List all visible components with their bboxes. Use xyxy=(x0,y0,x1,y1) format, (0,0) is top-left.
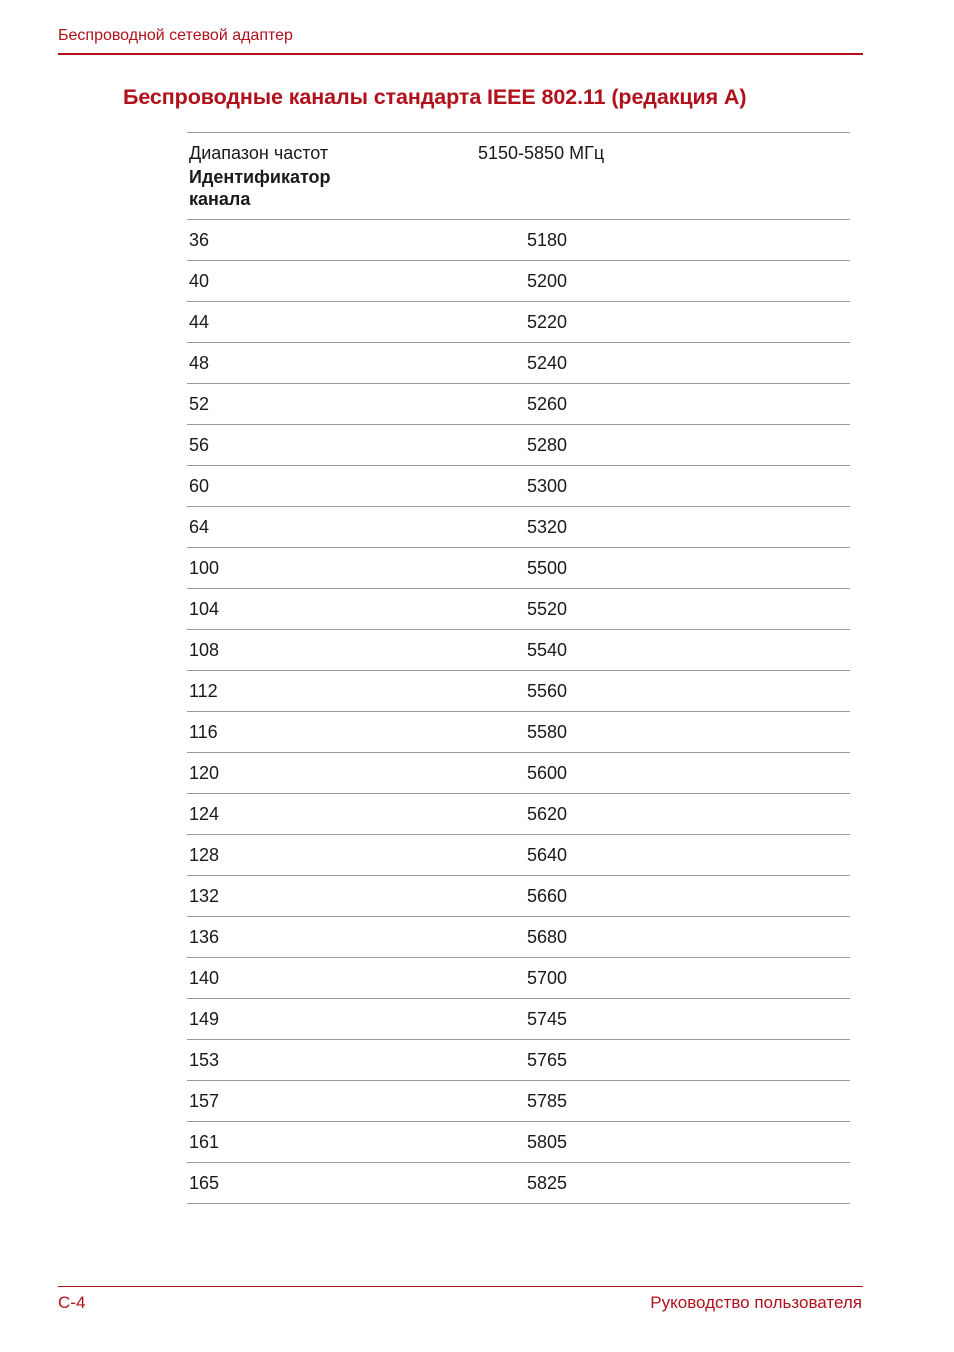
frequency-cell: 5240 xyxy=(527,353,568,373)
frequency-range-value: 5150-5850 МГц xyxy=(478,143,605,163)
table-row xyxy=(187,712,850,753)
channel-id-cell: 149 xyxy=(189,1009,220,1029)
table-row xyxy=(187,507,850,548)
channel-id-cell: 136 xyxy=(189,927,220,947)
table-row xyxy=(187,589,850,630)
channel-id-cell: 56 xyxy=(189,435,210,455)
frequency-cell: 5280 xyxy=(527,435,568,455)
channel-id-cell: 36 xyxy=(189,230,210,250)
frequency-cell: 5560 xyxy=(527,681,568,701)
frequency-cell: 5580 xyxy=(527,722,568,742)
table-row xyxy=(187,261,850,302)
table-row xyxy=(187,1081,850,1122)
channel-id-cell: 161 xyxy=(189,1132,220,1152)
footer-guide-title: Руководство пользователя xyxy=(650,1293,862,1312)
frequency-cell: 5200 xyxy=(527,271,568,291)
channel-table xyxy=(187,132,850,1204)
frequency-cell: 5600 xyxy=(527,763,568,783)
table-row xyxy=(187,384,850,425)
channel-id-cell: 116 xyxy=(189,722,218,742)
table-row xyxy=(187,999,850,1040)
table-row xyxy=(187,1040,850,1081)
table-row xyxy=(187,835,850,876)
table-row xyxy=(187,794,850,835)
table-row xyxy=(187,753,850,794)
frequency-cell: 5825 xyxy=(527,1173,568,1193)
channel-id-cell: 165 xyxy=(189,1173,220,1193)
table-row xyxy=(187,548,850,589)
table-row xyxy=(187,1163,850,1204)
channel-id-cell: 124 xyxy=(189,804,220,824)
table-row xyxy=(187,1122,850,1163)
channel-id-cell: 52 xyxy=(189,394,210,414)
table-row xyxy=(187,876,850,917)
frequency-cell: 5640 xyxy=(527,845,568,865)
page-title: Беспроводные каналы стандарта IEEE 802.11 (редакция A) xyxy=(123,85,747,109)
channel-id-cell: 100 xyxy=(189,558,220,578)
channel-id-header: Идентификатор канала xyxy=(189,167,331,209)
frequency-cell: 5320 xyxy=(527,517,568,537)
channel-id-cell: 140 xyxy=(189,968,220,988)
frequency-cell: 5300 xyxy=(527,476,568,496)
table-row xyxy=(187,425,850,466)
frequency-cell: 5805 xyxy=(527,1132,568,1152)
frequency-cell: 5700 xyxy=(527,968,568,988)
frequency-cell: 5765 xyxy=(527,1050,568,1070)
frequency-cell: 5220 xyxy=(527,312,568,332)
frequency-cell: 5660 xyxy=(527,886,568,906)
channel-id-cell: 40 xyxy=(189,271,210,291)
channel-id-cell: 104 xyxy=(189,599,220,619)
table-row xyxy=(187,302,850,343)
channel-id-cell: 128 xyxy=(189,845,220,865)
frequency-cell: 5520 xyxy=(527,599,568,619)
channel-id-cell: 120 xyxy=(189,763,220,783)
table-row xyxy=(187,343,850,384)
table-row xyxy=(187,630,850,671)
frequency-cell: 5180 xyxy=(527,230,568,250)
frequency-cell: 5745 xyxy=(527,1009,568,1029)
frequency-cell: 5260 xyxy=(527,394,568,414)
channel-id-cell: 132 xyxy=(189,886,220,906)
table-row xyxy=(187,917,850,958)
table-body xyxy=(187,220,850,1204)
page-number: C-4 xyxy=(58,1293,86,1312)
channel-id-cell: 44 xyxy=(189,312,210,332)
channel-id-cell: 108 xyxy=(189,640,220,660)
channel-id-cell: 60 xyxy=(189,476,210,496)
channel-id-cell: 64 xyxy=(189,517,210,537)
frequency-cell: 5540 xyxy=(527,640,568,660)
table-row xyxy=(187,958,850,999)
channel-id-cell: 112 xyxy=(189,681,218,701)
channel-id-cell: 157 xyxy=(189,1091,220,1111)
table-row xyxy=(187,466,850,507)
frequency-cell: 5500 xyxy=(527,558,568,578)
table-header xyxy=(187,132,850,220)
frequency-cell: 5785 xyxy=(527,1091,568,1111)
table-row xyxy=(187,671,850,712)
running-header: Беспроводной сетевой адаптер xyxy=(58,27,293,44)
header-rule xyxy=(58,53,863,55)
frequency-range-label: Диапазон частот xyxy=(189,143,329,163)
channel-id-cell: 153 xyxy=(189,1050,220,1070)
footer-rule xyxy=(58,1286,863,1287)
frequency-cell: 5680 xyxy=(527,927,568,947)
frequency-cell: 5620 xyxy=(527,804,568,824)
table-row xyxy=(187,220,850,261)
channel-id-cell: 48 xyxy=(189,353,210,373)
